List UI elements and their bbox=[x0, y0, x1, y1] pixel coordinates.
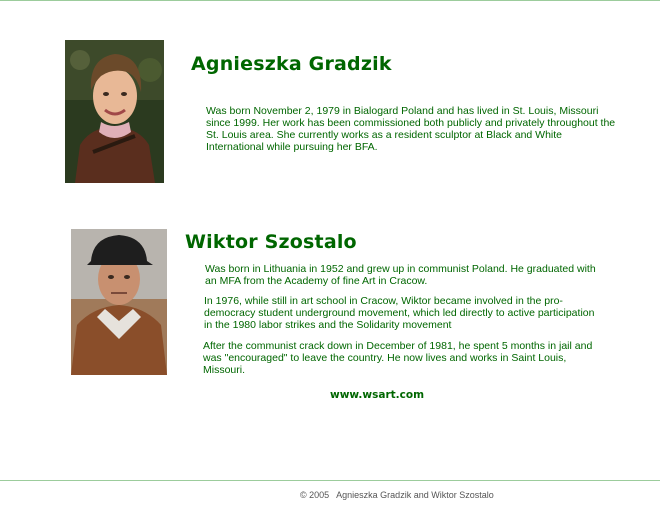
top-divider bbox=[0, 0, 660, 1]
artist1-name: Agnieszka Gradzik bbox=[191, 53, 392, 75]
artist2-bio-paragraph: Was born in Lithuania in 1952 and grew up in communist Poland. He graduated with an MFA from the Academy of fine Art in Cracow. bbox=[205, 263, 596, 287]
agnieszka-portrait-photo bbox=[65, 40, 164, 183]
artist2-bio-paragraph: In 1976, while still in art school in Cracow, Wiktor became involved in the pro-democracy student underground movement, which led directly to active participation in the 1980 labor strikes and the Solidarity movement bbox=[204, 295, 595, 331]
website-link[interactable]: www.wsart.com bbox=[330, 389, 425, 401]
wiktor-portrait-photo bbox=[71, 229, 167, 375]
artist1-bio: Was born November 2, 1979 in Bialogard Poland and has lived in St. Louis, Missouri since 1999. Her work has been commissioned both publicly and privately throughout the St. Louis area. She currently works as a resident sculptor at Black and White International while pursuing her BFA. bbox=[206, 105, 616, 153]
bottom-divider bbox=[0, 480, 660, 481]
artist2-bio-paragraph: After the communist crack down in December of 1981, he spent 5 months in jail and was "encouraged" to leave the country. He now lives and works in Saint Louis, Missouri. bbox=[203, 340, 593, 376]
copyright-footer: © 2005 Agnieszka Gradzik and Wiktor Szostalo bbox=[300, 490, 494, 500]
artist2-name: Wiktor Szostalo bbox=[185, 231, 357, 253]
